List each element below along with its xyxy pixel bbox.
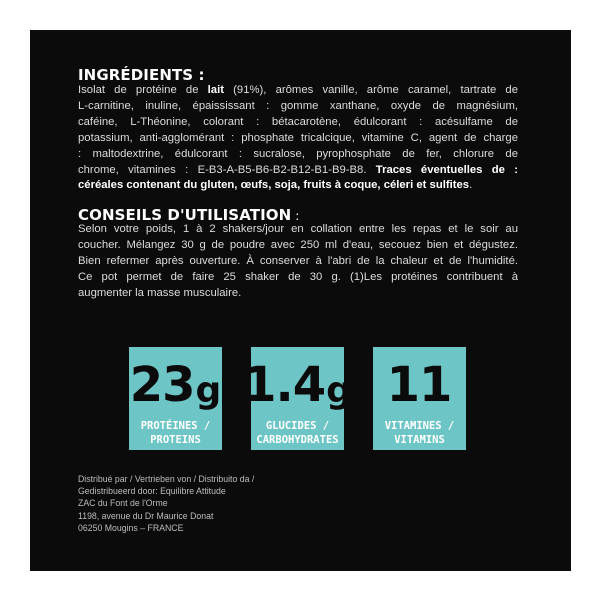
distributor-line: Distribué par / Vertrieben von / Distribuito da /: [78, 474, 255, 485]
stat-value: [379, 351, 460, 413]
ingredients-run: caféine, L-Théonine, colorant : bétacarotène, édulcorant : acésulfame de: [78, 115, 518, 128]
stat-label-en: CARBOHYDRATES: [256, 433, 339, 446]
ingredients-bold-run: céréales contenant du gluten, œufs, soja, fruits à coque, céleri et sulfites: [78, 179, 470, 192]
stat-number: 11: [386, 357, 452, 413]
stat-label-fr: GLUCIDES /: [265, 419, 330, 432]
stat-number: 23: [129, 357, 195, 413]
usage-line: Bien refermer après ouverture. À conserver à l'abri de la chaleur et de l'humidité.: [78, 254, 518, 267]
stat-vitamins: [373, 347, 466, 450]
ingredients-run: L-carnitine, inuline, épaississant : gomme xanthane, oxyde de magnésium,: [78, 99, 518, 112]
ingredients-bold-run: Traces éventuelles de :: [375, 163, 519, 176]
stat-unit: g: [195, 370, 222, 411]
distributor-address: [78, 474, 254, 535]
distributor-line: ZAC du Font de l'Orme: [78, 498, 168, 510]
stat-label-en: PROTEINS: [150, 433, 201, 446]
ingredients-line: [78, 131, 518, 147]
product-label-panel: [30, 30, 571, 571]
usage-text: [78, 222, 518, 302]
distributor-line: 1198, avenue du Dr Maurice Donat: [78, 510, 214, 522]
stat-label-fr: PROTÉINES /: [140, 419, 211, 432]
ingredients-run: chrome, vitamines : E-B3-A-B5-B6-B2-B12-B1-B9-B8.: [78, 163, 376, 176]
ingredients-text: [78, 83, 518, 194]
stat-proteins: [129, 347, 222, 450]
stat-carbohydrates: [243, 347, 352, 450]
ingredients-run: potassium, anti-agglomérant : phosphate tricalcique, vitamine C, agent de charge: [78, 131, 518, 144]
ingredients-line: [78, 99, 518, 115]
stat-label-fr: VITAMINES /: [384, 419, 455, 432]
distributor-line: 06250 Mougins – FRANCE: [78, 522, 184, 534]
usage-line: augmenter la masse musculaire.: [78, 286, 242, 299]
ingredients-run: : maltodextrine, édulcorant : sucralose, pyrophosphate de fer, chlorure de: [78, 147, 518, 160]
stat-label: [129, 415, 222, 450]
usage-line: coucher. Mélangez 30 g de poudre avec 250 ml d'eau, secouez bien et dégustez.: [78, 238, 518, 251]
stat-value: [129, 351, 222, 413]
stat-number: 1.4: [243, 357, 326, 413]
ingredients-run: .: [469, 179, 473, 192]
ingredients-line: [78, 163, 518, 179]
stat-label: [251, 415, 344, 450]
ingredients-line: [78, 115, 518, 131]
ingredients-run: (91%), arômes vanille, arôme caramel, tartrate de: [223, 84, 518, 96]
usage-line: Selon votre poids, 1 à 2 shakers/jour en collation entre les repas et le soir au: [78, 223, 518, 235]
usage-title: CONSEILS D'UTILISATION :: [78, 206, 300, 224]
stat-unit: g: [326, 370, 352, 411]
ingredients-run: Isolat de protéine de: [78, 84, 208, 96]
ingredients-line: [78, 147, 518, 163]
stat-value: [243, 351, 352, 413]
stat-label-en: VITAMINS: [394, 433, 445, 446]
ingredients-line: [78, 83, 518, 99]
usage-line: Ce pot permet de faire 25 shaker de 30 g. (1)Les protéines contribuent à: [78, 270, 518, 283]
ingredients-bold-run: lait: [207, 84, 224, 96]
ingredients-title: INGRÉDIENTS :: [78, 66, 205, 84]
distributor-line: Gedistribueerd door: Equilibre Attitude: [78, 486, 226, 498]
stat-label: [373, 415, 466, 450]
ingredients-line: [78, 178, 518, 194]
